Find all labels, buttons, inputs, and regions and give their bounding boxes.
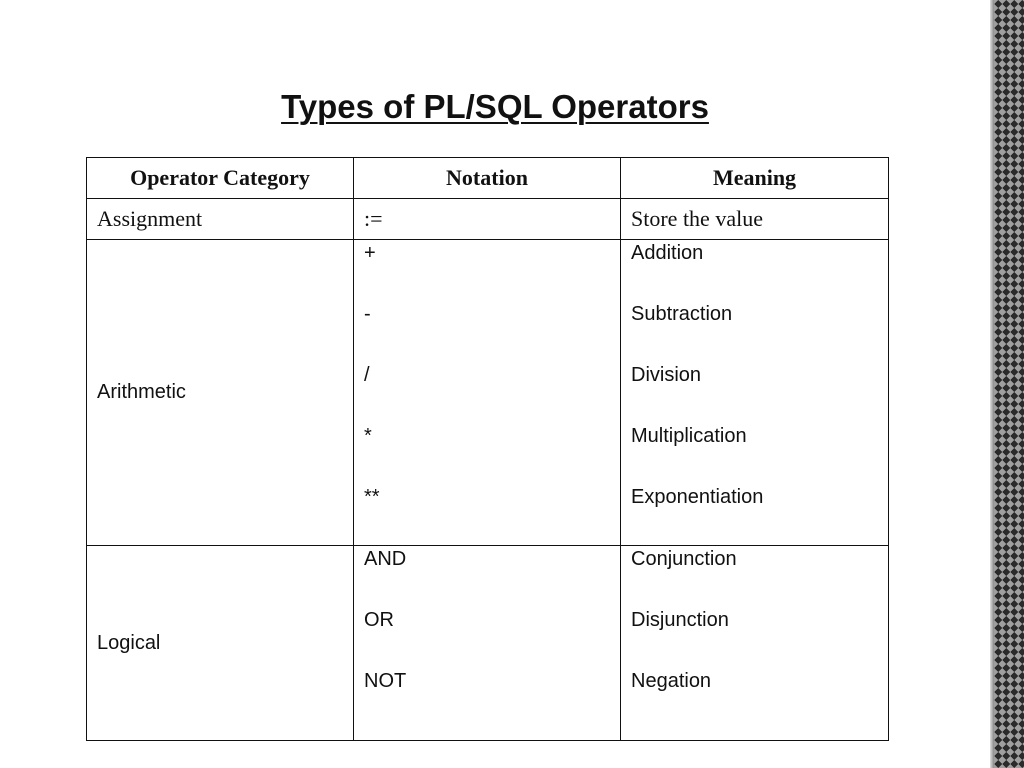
category-cell: Arithmetic [87,240,354,546]
table-row-arithmetic [87,240,889,546]
notation-item: * [364,425,372,447]
category-cell: Assignment [87,199,354,240]
notation-cell: := [354,199,621,240]
notation-item: OR [364,609,394,631]
operators-table [86,157,889,741]
notation-item: + [364,242,376,264]
header-notation: Notation [354,158,621,199]
meaning-cell [621,546,889,741]
table-row-logical [87,546,889,741]
meaning-item: Disjunction [631,609,729,631]
category-cell: Logical [87,546,354,741]
notation-cell [354,240,621,546]
notation-item: / [364,364,370,386]
header-operator-category: Operator Category [87,158,354,199]
meaning-item: Multiplication [631,425,747,447]
meaning-item: Exponentiation [631,486,764,508]
table-row-assignment [87,199,889,240]
notation-cell [354,546,621,741]
notation-item: NOT [364,670,407,692]
meaning-cell: Store the value [621,199,889,240]
meaning-item: Division [631,364,702,386]
notation-item: ** [364,486,380,508]
meaning-cell [621,240,889,546]
notation-item: AND [364,548,407,570]
page-title: Types of PL/SQL Operators [281,88,709,125]
table-header-row [87,158,889,199]
meaning-item: Conjunction [631,548,737,570]
meaning-item: Addition [631,242,704,264]
meaning-item: Negation [631,670,712,692]
meaning-item: Subtraction [631,303,733,325]
decorative-border-strip [994,0,1024,768]
notation-item: - [364,303,371,325]
header-meaning: Meaning [621,158,889,199]
